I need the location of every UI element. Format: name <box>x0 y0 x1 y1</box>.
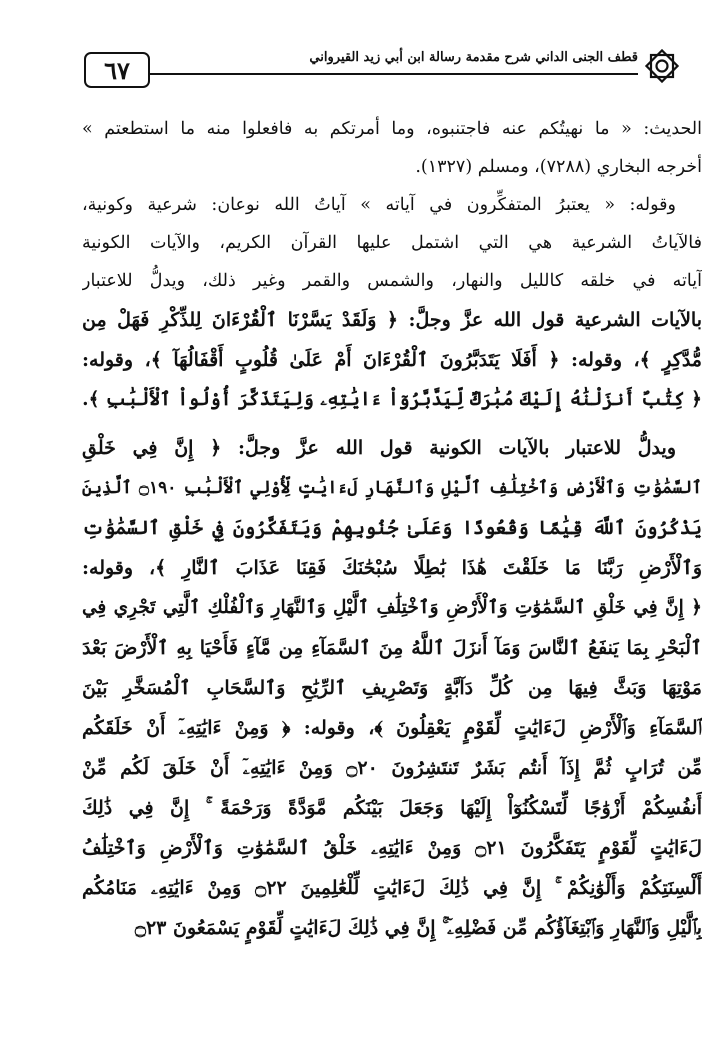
text-line: وقوله: « يعتبرُ المتفكِّرون في آياته » آياتُ الله نوعان: شرعية وكونية، <box>82 195 676 215</box>
paragraph-gap <box>82 420 702 428</box>
running-title: قطف الجنى الداني شرح مقدمة رسالة ابن أبي زيد القيرواني <box>309 50 638 65</box>
quran-verse-line: أَنفُسِكُمْ أَزْوَٰجًا لِّتَسْكُنُوٓاْ إِلَيْهَا وَجَعَلَ بَيْنَكُم مَّوَدَّةً وَرَحْمَةً ۚ إِنَّ فِي ذَٰلِكَ <box>82 797 702 819</box>
quran-verse-line: ٱلْبَحْرِ بِمَا يَنفَعُ ٱلنَّاسَ وَمَآ أَنزَلَ ٱللَّهُ مِنَ ٱلسَّمَآءِ مِن مَّآءٍ فَأَحْيَا بِهِ ٱلْأَرْضَ بَعْدَ <box>82 637 702 659</box>
quran-verse-line: ﴿ إِنَّ فِي خَلْقِ ٱلسَّمَٰوَٰتِ وَٱلْأَرْضِ وَٱخْتِلَٰفِ ٱلَّيْلِ وَٱلنَّهَارِ وَٱلْفُلْكِ ٱلَّتِي تَجْرِي فِي <box>82 597 702 618</box>
star-ornament-icon <box>642 46 682 86</box>
quran-verse-line: بِٱلَّيْلِ وَٱلنَّهَارِ وَٱبْتِغَآؤُكُم مِّن فَضْلِهِۦٓ ۚ إِنَّ فِي ذَٰلِكَ لَءَايَٰتٍ لِّقَوْمٍ يَسْمَعُونَ ۝٢٣ <box>134 917 702 939</box>
quran-verse-line: بالآيات الشرعية قول الله عزَّ وجلَّ: ﴿ وَلَقَدْ يَسَّرْنَا ٱلْقُرْءَانَ لِلذِّكْرِ فَهَلْ مِن <box>82 309 702 331</box>
quran-verse-line: ٱلسَّمَآءِ وَٱلْأَرْضِ لَءَايَٰتٍ لِّقَوْمٍ يَعْقِلُونَ ﴾، وقوله: ﴿ وَمِنْ ءَايَٰتِهِۦٓ أَنْ خَلَقَكُم <box>82 717 702 739</box>
text-line: الحديث: « ما نهيتُكم عنه فاجتنبوه، وما أمرتكم به فافعلوا منه ما استطعتم » <box>82 119 702 139</box>
quran-verse-line: ﴿ كِتَٰبٌ أَنزَلْنَٰهُ إِلَيْكَ مُبَٰرَكٌ لِّيَدَّبَّرُوٓاْ ءَايَٰتِهِۦ وَلِيَتَذَكَّرَ أُوْلُواْ ٱلْأَلْبَٰبِ ﴾. <box>82 389 702 410</box>
text-line: فالآياتُ الشرعية هي التي اشتمل عليها القرآن الكريم، والآيات الكونية <box>82 233 702 253</box>
page-body <box>82 110 702 948</box>
quran-verse-line: مُّدَّكِرٍ ﴾، وقوله: ﴿ أَفَلَا يَتَدَبَّرُونَ ٱلْقُرْءَانَ أَمْ عَلَىٰ قُلُوبٍ أَقْفَالُهَآ ﴾، وقوله: <box>82 349 702 371</box>
page-number: ٦٧ <box>84 52 150 88</box>
quran-verse-line: يَذْكُرُونَ ٱللَّهَ قِيَٰمًا وَقُعُودًا وَعَلَىٰ جُنُوبِهِمْ وَيَتَفَكَّرُونَ فِي خَلْقِ ٱلسَّمَٰوَٰتِ <box>82 517 702 539</box>
text-line: آياته في خلقه كالليل والنهار، والشمس والقمر وغير ذلك، ويدلُّ للاعتبار <box>82 271 702 291</box>
quran-verse-line: ٱلسَّمَٰوَٰتِ وَٱلْأَرْضِ وَٱخْتِلَٰفِ ٱلَّيْلِ وَٱلنَّهَارِ لَءَايَٰتٍ لِّأُوْلِي ٱلْأَلْبَٰبِ ۝١٩٠ ٱلَّذِينَ <box>82 478 702 498</box>
quran-verse-line: لَءَايَٰتٍ لِّقَوْمٍ يَتَفَكَّرُونَ ۝٢١ وَمِنْ ءَايَٰتِهِۦ خَلْقُ ٱلسَّمَٰوَٰتِ وَٱلْأَرْضِ وَٱخْتِلَٰفُ <box>82 837 702 859</box>
page-header <box>84 40 682 88</box>
quran-verse-line: مَوْتِهَا وَبَثَّ فِيهَا مِن كُلِّ دَآبَّةٍ وَتَصْرِيفِ ٱلرِّيَٰحِ وَٱلسَّحَابِ ٱلْمُسَخَّرِ بَيْنَ <box>82 677 702 699</box>
text-line: أخرجه البخاري (٧٢٨٨)، ومسلم (١٣٢٧). <box>415 157 702 177</box>
quran-verse-line: ويدلُّ للاعتبار بالآيات الكونية قول الله عزَّ وجلَّ: ﴿ إِنَّ فِي خَلْقِ <box>82 437 676 459</box>
quran-verse-line: مِّن تُرَابٍ ثُمَّ إِذَآ أَنتُم بَشَرٌ تَنتَشِرُونَ ۝٢٠ وَمِنْ ءَايَٰتِهِۦٓ أَنْ خَلَقَ لَكُم مِّنْ <box>82 757 702 779</box>
quran-verse-line: أَلْسِنَتِكُمْ وَأَلْوَٰنِكُمْ ۚ إِنَّ فِي ذَٰلِكَ لَءَايَٰتٍ لِّلْعَٰلِمِينَ ۝٢٢ وَمِنْ ءَايَٰتِهِۦ مَنَامُكُم <box>82 877 702 899</box>
quran-verse-line: وَٱلْأَرْضِ رَبَّنَا مَا خَلَقْتَ هَٰذَا بَٰطِلًا سُبْحَٰنَكَ فَقِنَا عَذَابَ ٱلنَّارِ ﴾، وقوله: <box>82 557 702 579</box>
header-rule <box>150 73 638 75</box>
